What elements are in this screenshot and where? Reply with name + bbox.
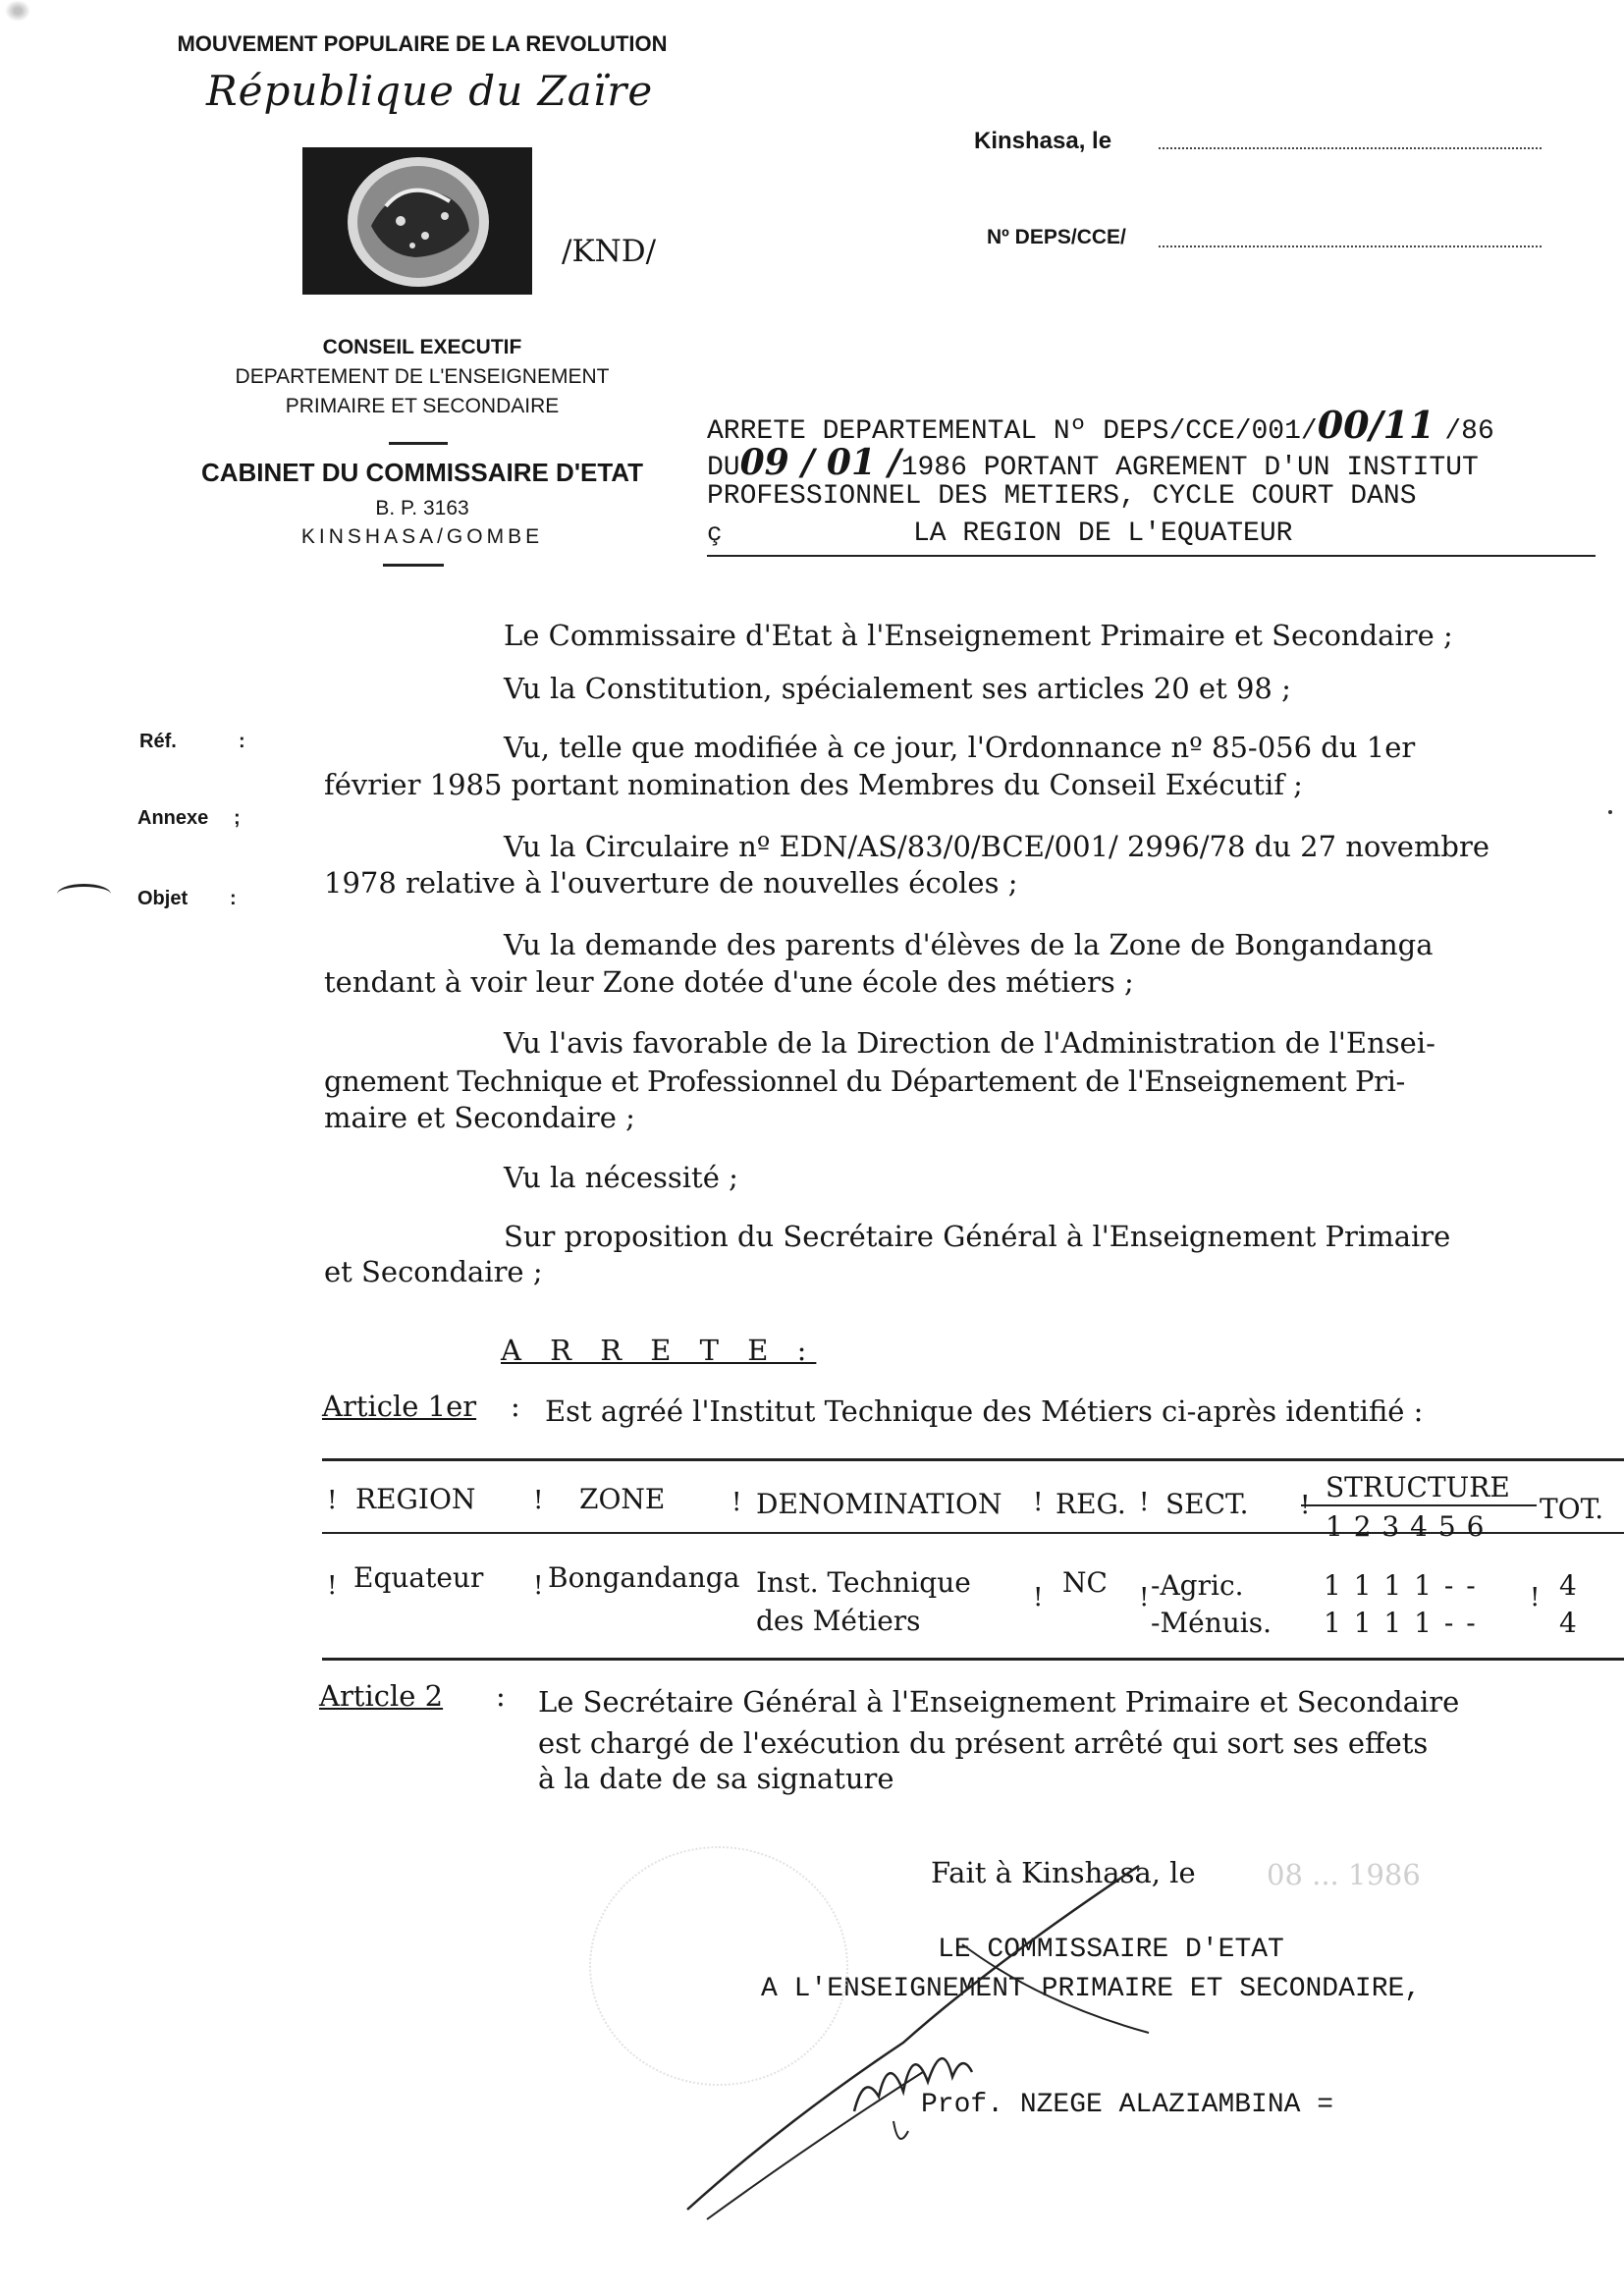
col-separator: ! — [731, 1488, 742, 1517]
header-sect: SECT. — [1165, 1488, 1249, 1520]
title-line-2-prefix: DU — [707, 453, 740, 483]
considerant-proposition-1: Sur proposition du Secrétaire Général à l'Enseignement Primaire — [504, 1220, 1451, 1253]
considerant-ordonnance-2: février 1985 portant nomination des Membres du Conseil Exécutif ; — [324, 768, 1303, 801]
considerant-circulaire-2: 1978 relative à l'ouverture de nouvelles écoles ; — [324, 866, 1018, 900]
considerant-avis-1: Vu l'avis favorable de la Direction de l'Administration de l'Ensei- — [504, 1026, 1435, 1060]
cell-structure-1: 1 1 1 1 - - — [1324, 1569, 1478, 1602]
considerant-avis-2: gnement Technique et Professionnel du Département de l'Enseignement Pri- — [324, 1065, 1405, 1098]
col-separator: ! — [1139, 1583, 1150, 1612]
republic-script: République du Zaïre — [206, 67, 654, 115]
cell-denomination-2: des Métiers — [756, 1605, 921, 1637]
closing-place: Fait à Kinshasa, le — [931, 1856, 1196, 1889]
cell-denomination-1: Inst. Technique — [756, 1566, 971, 1599]
col-separator: ! — [1139, 1488, 1150, 1517]
title-line-2-suffix: 1986 PORTANT AGREMENT D'UN INSTITUT — [900, 453, 1479, 483]
title-line-2 — [707, 442, 1479, 483]
margin-pen-mark — [57, 884, 111, 904]
col-separator: ! — [327, 1486, 338, 1515]
cell-region: Equateur — [353, 1561, 484, 1594]
header-zone: ZONE — [579, 1483, 666, 1515]
signatory-name: Prof. NZEGE ALAZIAMBINA = — [921, 2090, 1334, 2120]
considerant-proposition-2: et Secondaire ; — [324, 1255, 543, 1288]
col-separator: ! — [1033, 1488, 1044, 1517]
closing-title-1: LE COMMISSAIRE D'ETAT — [938, 1935, 1284, 1965]
considerant-ordonnance-1: Vu, telle que modifiée à ce jour, l'Ordonnance nº 85-056 du 1er — [504, 731, 1416, 764]
date-label: Kinshasa, le — [974, 128, 1112, 154]
title-line-3: PROFESSIONNEL DES METIERS, CYCLE COURT DANS — [707, 481, 1417, 512]
title-underline — [707, 555, 1596, 557]
header-denomination: DENOMINATION — [756, 1488, 1002, 1520]
header-structure-columns: 1 2 3 4 5 6 — [1326, 1510, 1486, 1543]
movement-heading: MOUVEMENT POPULAIRE DE LA REVOLUTION — [177, 31, 668, 56]
scan-speck — [5, 0, 30, 22]
closing-title-2: A L'ENSEIGNEMENT PRIMAIRE ET SECONDAIRE, — [761, 1974, 1422, 2004]
title-line-1 — [707, 403, 1494, 447]
number-dotted-line — [1159, 246, 1542, 247]
council-heading: CONSEIL EXECUTIF — [322, 336, 522, 358]
considerant-avis-3: maire et Secondaire ; — [324, 1101, 635, 1134]
margin-annexe-semicolon: ; — [234, 807, 241, 829]
title-line-4: LA REGION DE L'EQUATEUR — [913, 519, 1293, 549]
handwritten-number: 00/11 — [1317, 403, 1435, 447]
margin-ref-colon: : — [239, 731, 245, 752]
margin-objet-colon: : — [230, 888, 237, 909]
article2-label: Article 2 — [319, 1679, 444, 1713]
date-dotted-line — [1159, 147, 1542, 149]
considerant-demande-1: Vu la demande des parents d'élèves de la Zone de Bongandanga — [504, 928, 1434, 961]
national-seal-image — [302, 147, 532, 295]
title-line-1-suffix: /86 — [1444, 416, 1494, 447]
signature-image — [668, 1827, 1198, 2239]
article2-line-1: Le Secrétaire Général à l'Enseignement Primaire et Secondaire — [538, 1685, 1460, 1719]
cell-zone: Bongandanga — [548, 1561, 740, 1594]
level-heading: PRIMAIRE ET SECONDAIRE — [285, 395, 560, 417]
structure-subrule — [1301, 1504, 1537, 1506]
margin-objet-label: Objet — [137, 888, 189, 909]
col-separator: ! — [327, 1571, 338, 1601]
cabinet-heading: CABINET DU COMMISSAIRE D'ETAT — [200, 458, 644, 487]
table-top-rule — [322, 1458, 1624, 1461]
considerant-demande-2: tendant à voir leur Zone dotée d'une école des métiers ; — [324, 965, 1134, 999]
closing-stamp-date: 08 ... 1986 — [1267, 1858, 1421, 1891]
header-tot: TOT. — [1540, 1493, 1604, 1525]
col-separator: ! — [533, 1571, 544, 1601]
col-separator: ! — [1530, 1583, 1541, 1612]
header-region: REGION — [355, 1483, 476, 1515]
col-separator: ! — [533, 1486, 544, 1515]
cell-sect-2: -Ménuis. — [1151, 1607, 1272, 1639]
header-structure: STRUCTURE — [1326, 1471, 1510, 1503]
handwritten-date: 09 / 01 / — [739, 442, 901, 483]
department-heading: DEPARTEMENT DE L'ENSEIGNEMENT — [235, 365, 610, 388]
cell-tot-2: 4 — [1559, 1607, 1577, 1639]
considerant-circulaire-1: Vu la Circulaire nº EDN/AS/83/0/BCE/001/ 2996/78 du 27 novembre — [504, 830, 1490, 863]
cell-structure-2: 1 1 1 1 - - — [1324, 1607, 1478, 1639]
table-bottom-rule — [322, 1658, 1624, 1661]
considerant-commissaire: Le Commissaire d'Etat à l'Enseignement Primaire et Secondaire ; — [504, 619, 1453, 652]
cell-sect-1: -Agric. — [1151, 1569, 1244, 1602]
header-reg: REG. — [1056, 1488, 1126, 1520]
bp-address: B. P. 3163 — [375, 497, 469, 519]
edge-dot — [1608, 810, 1612, 814]
arrete-heading: A R R E T E : — [501, 1334, 817, 1367]
leopard-emblem-icon — [302, 147, 532, 295]
reference-code: /KND/ — [562, 234, 657, 269]
article1-colon: : — [511, 1390, 520, 1423]
city-address: KINSHASA/GOMBE — [300, 525, 544, 548]
margin-annexe-label: Annexe — [137, 807, 209, 829]
number-label: Nº DEPS/CCE/ — [987, 226, 1126, 248]
margin-ref-label: Réf. — [139, 731, 177, 752]
cell-reg: NC — [1062, 1566, 1108, 1599]
col-separator: ! — [1033, 1583, 1044, 1612]
header-divider — [389, 442, 448, 445]
considerant-necessite: Vu la nécessité ; — [504, 1161, 738, 1194]
article2-line-2: est chargé de l'exécution du présent arrêté qui sort ses effets — [538, 1726, 1429, 1760]
city-underline — [383, 564, 444, 567]
article2-colon: : — [496, 1679, 506, 1713]
article1-text: Est agréé l'Institut Technique des Métiers ci-après identifié : — [545, 1394, 1424, 1428]
cell-tot-1: 4 — [1559, 1569, 1577, 1602]
title-line-4-mark: ç — [707, 519, 723, 548]
article1-label: Article 1er — [322, 1390, 477, 1423]
article2-line-3: à la date de sa signature — [538, 1762, 894, 1795]
considerant-constitution: Vu la Constitution, spécialement ses articles 20 et 98 ; — [504, 672, 1291, 705]
col-separator: ! — [1300, 1491, 1311, 1520]
title-line-1-prefix: ARRETE DEPARTEMENTAL Nº DEPS/CCE/001/ — [707, 416, 1318, 447]
